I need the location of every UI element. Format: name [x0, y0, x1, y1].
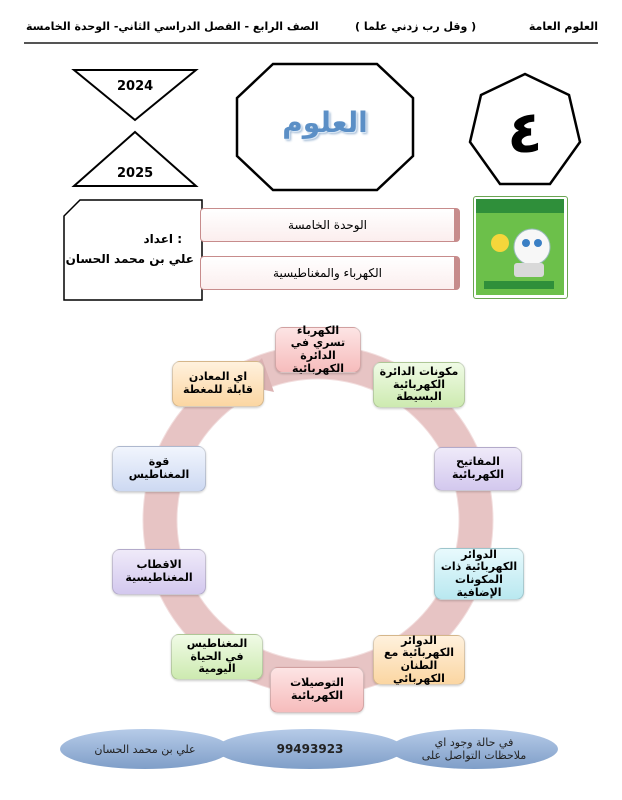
author-label: اعداد :	[143, 232, 182, 246]
cycle-item-6: التوصيلات الكهربائية	[270, 667, 364, 713]
cycle-item-5: الدوائر الكهربائية مع الطنان الكهربائي	[373, 635, 465, 685]
cycle-item-4: الدوائر الكهربائية ذات المكونات الإضافية	[434, 548, 524, 600]
unit-topic: الكهرباء والمغناطيسية	[273, 266, 382, 280]
footer-contact-note	[390, 729, 558, 769]
footer-author	[60, 729, 230, 769]
cycle-item-8: الاقطاب المغناطيسية	[112, 549, 206, 595]
page-title: العلوم	[282, 106, 368, 139]
cycle-item-9: قوة المغناطيس	[112, 446, 206, 492]
header-grade-info: الصف الرابع - الفصل الدراسي الثاني- الوحدة الخامسة	[26, 20, 319, 33]
year-bottom: 2025	[117, 166, 154, 181]
contact-note-text: في حالة وجود اي ملاحظات التواصل على	[421, 736, 527, 762]
cycle-item-2: مكونات الدائرة الكهربائية البسيطة	[373, 362, 465, 408]
author-name: علي بن محمد الحسان	[65, 252, 194, 266]
cycle-item-10: اي المعادن قابلة للمغطة	[172, 361, 264, 407]
cycle-item-1: الكهرباء تسري في الدائرة الكهربائية	[275, 327, 361, 373]
phone-number: 99493923	[276, 742, 344, 756]
cycle-item-3: المفاتيح الكهربائية	[434, 447, 522, 491]
unit-name: الوحدة الخامسة	[288, 218, 367, 232]
header-prayer: ( وقل رب زدني علما )	[355, 20, 477, 33]
cycle-item-7: المغناطيس في الحياة اليومية	[171, 634, 263, 680]
footer-author-name: علي بن محمد الحسان	[94, 742, 196, 756]
footer-phone	[216, 729, 404, 769]
year-top: 2024	[117, 79, 154, 94]
grade-number: ٤	[507, 98, 543, 166]
header-subject: العلوم العامة	[528, 20, 598, 33]
